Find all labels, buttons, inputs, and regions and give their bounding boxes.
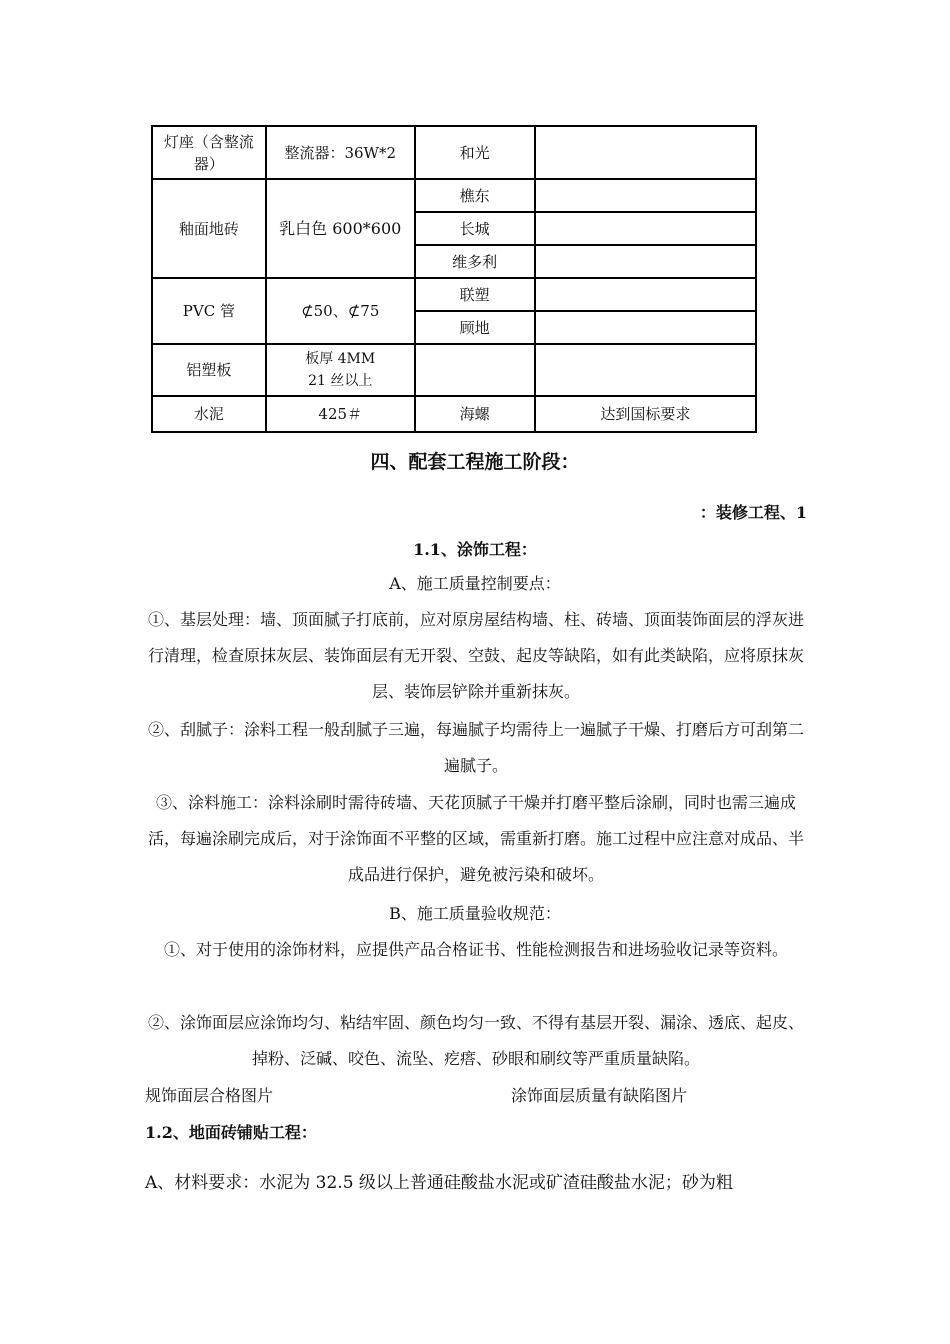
paragraph: ②、刮腻子：涂料工程一般刮腻子三遍，每遍腻子均需待上一遍腻子干燥、打磨后方可刮第二遍腻子。 [147, 720, 804, 775]
table-row [152, 126, 756, 179]
table-cell [535, 311, 756, 344]
table-row [152, 278, 756, 311]
cell-line: 21 丝以上 [308, 373, 373, 389]
table-cell: 釉面地砖 [152, 179, 266, 278]
table-cell: 水泥 [152, 396, 266, 432]
table-cell [535, 126, 756, 179]
table-row [152, 396, 756, 432]
materials-table [151, 125, 757, 433]
table-row [152, 344, 756, 396]
table-cell: 和光 [415, 126, 535, 179]
cell-line: 板厚 4MM [305, 351, 376, 367]
table-cell: 铝塑板 [152, 344, 266, 396]
table-cell: 海螺 [415, 396, 535, 432]
subsection-label: ：装修工程、1 [699, 503, 807, 522]
table-cell: 灯座（含整流器） [152, 126, 266, 179]
table-cell: 樵东 [415, 179, 535, 212]
table-cell: 顾地 [415, 311, 535, 344]
table-cell [415, 344, 535, 396]
image-caption-left: 规饰面层合格图片 [145, 1086, 274, 1105]
paragraph: ②、涂饰面层应涂饰均匀、粘结牢固、颜色均匀一致、不得有基层开裂、漏涂、透底、起皮、掉粉、泛碱、咬色、流坠、疙瘩、砂眼和刷纹等严重质量缺陷。 [147, 1013, 804, 1068]
table-cell: 达到国标要求 [535, 396, 756, 432]
paragraph: ③、涂料施工：涂料涂刷时需待砖墙、天花顶腻子干燥并打磨平整后涂刷，同时也需三遍成活，每遍涂刷完成后，对于涂饰面不平整的区域，需重新打磨。施工过程中应注意对成品、半成品进行保护，避免被污染和破坏。 [147, 793, 804, 884]
table-cell [535, 278, 756, 311]
table-cell: 整流器：36W*2 [266, 126, 415, 179]
subsection-title: 1.2、地面砖铺贴工程： [145, 1123, 317, 1142]
paragraph: A、材料要求：水泥为 32.5 级以上普通硅酸盐水泥或矿渣硅酸盐水泥；砂为粗 [145, 1173, 733, 1193]
point-heading: B、施工质量验收规范： [389, 904, 561, 923]
subsection-title: 1.1、涂饰工程： [413, 540, 537, 559]
table-cell: 维多利 [415, 245, 535, 278]
table-cell [535, 245, 756, 278]
table-cell [535, 179, 756, 212]
table-cell: ⊄50、⊄75 [266, 278, 415, 344]
image-caption-right: 涂饰面层质量有缺陷图片 [511, 1086, 688, 1105]
table-cell: PVC 管 [152, 278, 266, 344]
table-row [152, 179, 756, 212]
paragraph: ①、对于使用的涂饰材料，应提供产品合格证书、性能检测报告和进场验收记录等资料。 [163, 940, 788, 959]
table-cell: 长城 [415, 212, 535, 245]
table-cell [535, 344, 756, 396]
table-cell [266, 344, 415, 396]
table-cell: 联塑 [415, 278, 535, 311]
section-title: 四、配套工程施工阶段： [370, 451, 580, 473]
paragraph: ①、基层处理：墙、顶面腻子打底前，应对原房屋结构墙、柱、砖墙、顶面装饰面层的浮灰进行清理，检查原抹灰层、装饰面层有无开裂、空鼓、起皮等缺陷，如有此类缺陷，应将原抹灰层、装饰层铲除并重新抹灰。 [147, 610, 804, 701]
table-cell: 425＃ [266, 396, 415, 432]
point-heading: A、施工质量控制要点： [389, 574, 561, 593]
table-cell: 乳白色 600*600 [266, 179, 415, 278]
table-cell [535, 212, 756, 245]
